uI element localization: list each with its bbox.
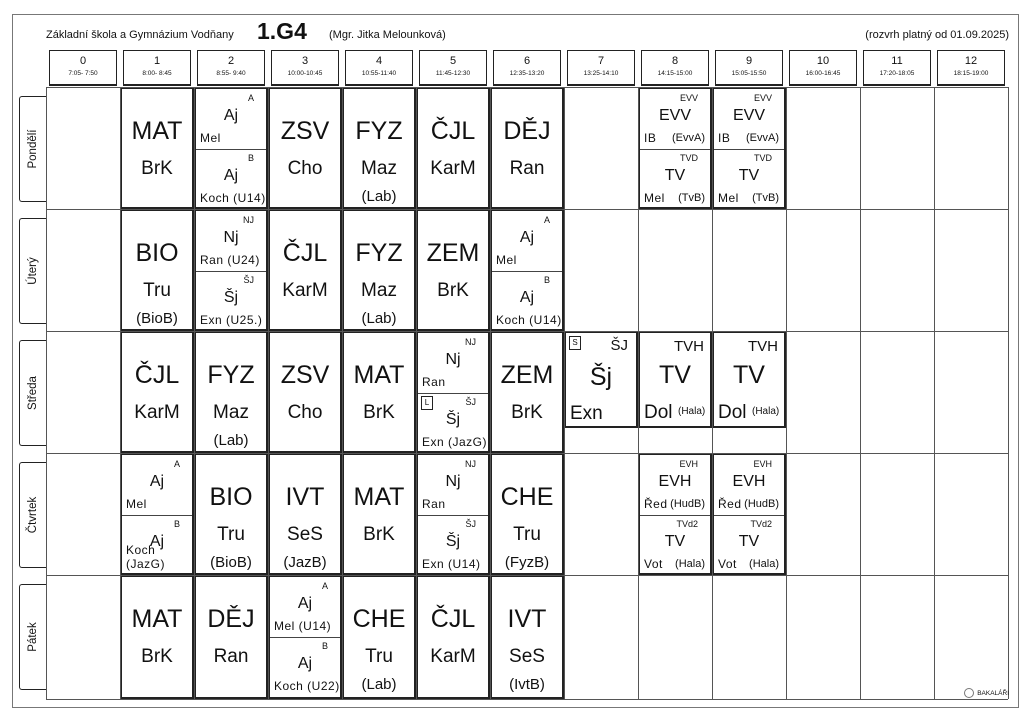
teacher: Vot	[718, 557, 737, 571]
lesson-cell-thu-p2[interactable]	[195, 454, 268, 575]
period-header-7	[567, 50, 635, 86]
teacher: Ran (U24)	[200, 253, 260, 267]
teacher: Ran	[213, 646, 249, 667]
period-number: 9	[745, 55, 753, 67]
split-lesson-top	[640, 89, 710, 150]
subject: MAT	[353, 483, 405, 511]
lesson-cell-fri-p1[interactable]	[121, 576, 194, 699]
period-number: 6	[523, 55, 531, 67]
teacher: Tru	[513, 524, 541, 545]
split-lesson-bottom	[640, 149, 710, 209]
period-time: 8:55- 9:40	[216, 70, 246, 77]
split-lesson-top	[418, 455, 488, 516]
period-header-3	[271, 50, 339, 86]
teacher: Řed	[718, 497, 742, 511]
lesson-cell-mon-p6[interactable]	[491, 88, 564, 209]
teacher: IB	[718, 131, 731, 145]
grid-column-line	[860, 87, 861, 699]
lesson-cell-thu-p9[interactable]	[713, 454, 786, 575]
teacher: KarM	[282, 280, 328, 301]
teacher: Cho	[287, 158, 323, 179]
split-lesson-bottom	[714, 149, 784, 209]
room: (Hala)	[675, 558, 705, 570]
subject: TV	[738, 167, 760, 184]
lesson-cell-fri-p5[interactable]	[417, 576, 490, 699]
lesson-cell-tue-p1[interactable]	[121, 210, 194, 331]
lesson-cell-thu-p8[interactable]	[639, 454, 712, 575]
lesson-cell-wed-p8[interactable]	[639, 332, 712, 428]
lesson-cell-mon-p9[interactable]	[713, 88, 786, 209]
group-name: A	[543, 215, 550, 225]
teacher: Exn (U25.)	[200, 313, 263, 327]
subject: Aj	[297, 595, 313, 612]
room: (Lab)	[361, 676, 397, 693]
group-name: A	[247, 93, 254, 103]
room: (TvB)	[752, 192, 779, 204]
teacher: Exn	[570, 403, 603, 424]
teacher: KarM	[430, 646, 476, 667]
teacher: BrK	[363, 524, 395, 545]
lesson-mark: L	[421, 396, 433, 410]
subject: EVH	[732, 473, 766, 490]
teacher: Řed	[644, 497, 668, 511]
period-time: 18:15-19:00	[953, 70, 989, 77]
group-name: TVD	[754, 153, 772, 163]
lesson-cell-wed-p9[interactable]	[713, 332, 786, 428]
teacher: Mel	[496, 253, 517, 267]
split-lesson-bottom	[492, 271, 562, 331]
period-number: 0	[79, 55, 87, 67]
day-name: Středa	[27, 376, 39, 410]
split-lesson-top	[640, 455, 710, 516]
subject: EVV	[658, 107, 691, 124]
teacher: Exn (JazG)	[422, 435, 488, 449]
group-name: EVV	[753, 93, 772, 103]
period-time: 17:20-18:05	[879, 70, 915, 77]
split-lesson-bottom	[418, 393, 488, 453]
day-name: Úterý	[27, 257, 39, 285]
room: (Lab)	[213, 432, 249, 449]
period-header-4	[345, 50, 413, 86]
lesson-cell-thu-p6[interactable]	[491, 454, 564, 575]
day-name: Pondělí	[27, 129, 39, 169]
split-lesson-bottom	[196, 271, 266, 331]
teacher: Maz	[361, 280, 397, 301]
teacher: Dol	[644, 402, 673, 423]
subject: Aj	[149, 473, 165, 490]
subject: BIO	[135, 239, 179, 267]
subject: DĚJ	[503, 117, 551, 145]
subject: ČJL	[282, 239, 328, 267]
period-number: 12	[964, 55, 978, 67]
teacher: KarM	[430, 158, 476, 179]
group-name: NJ	[465, 459, 476, 469]
grid-row-line	[46, 699, 1008, 700]
teacher: BrK	[511, 402, 543, 423]
lesson-cell-fri-p2[interactable]	[195, 576, 268, 699]
teacher: Maz	[213, 402, 249, 423]
lesson-cell-thu-p5[interactable]	[417, 454, 490, 575]
lesson-cell-wed-p5[interactable]	[417, 332, 490, 453]
bakalari-logo-icon	[964, 688, 974, 698]
subject: ČJL	[430, 605, 476, 633]
lesson-cell-fri-p3[interactable]	[269, 576, 342, 699]
split-lesson-top	[196, 89, 266, 150]
period-time: 11:45-12:30	[435, 70, 471, 77]
group-name: ŠJ	[465, 397, 476, 407]
lesson-cell-tue-p3[interactable]	[269, 210, 342, 331]
room: (HudB)	[670, 498, 705, 510]
split-lesson-top	[122, 455, 192, 516]
day-label-tue	[19, 218, 46, 324]
group-name: EVV	[679, 93, 698, 103]
lesson-cell-tue-p4[interactable]	[343, 210, 416, 331]
period-time: 14:15-15:00	[657, 70, 693, 77]
teacher: Koch (U14)	[496, 313, 562, 327]
subject: Šj	[445, 533, 461, 550]
teacher: Mel	[200, 131, 221, 145]
subject: MAT	[131, 605, 183, 633]
subject: Aj	[223, 107, 239, 124]
group-name: A	[173, 459, 180, 469]
subject: TV	[664, 533, 686, 550]
group-name: TVD	[680, 153, 698, 163]
period-number: 5	[449, 55, 457, 67]
room: (Hala)	[678, 406, 706, 417]
valid-from: (rozvrh platný od 01.09.2025)	[865, 29, 1009, 41]
subject: Šj	[589, 363, 613, 391]
split-lesson-top	[714, 89, 784, 150]
room: (JazB)	[283, 554, 327, 571]
group-name: B	[247, 153, 254, 163]
subject: FYZ	[207, 361, 255, 389]
room: (Lab)	[361, 310, 397, 327]
group-name: TVd2	[750, 519, 772, 529]
teacher: Tru	[217, 524, 245, 545]
logo-text: BAKALÁŘI	[977, 689, 1009, 697]
room: (TvB)	[678, 192, 705, 204]
group-name: EVH	[679, 459, 698, 469]
teacher: Mel (U14)	[274, 619, 332, 633]
lesson-cell-thu-p1[interactable]	[121, 454, 194, 575]
period-time: 8:00- 8:45	[142, 70, 172, 77]
teacher: BrK	[141, 158, 173, 179]
lesson-cell-mon-p2[interactable]	[195, 88, 268, 209]
subject: MAT	[131, 117, 183, 145]
teacher: Exn (U14)	[422, 557, 481, 571]
lesson-cell-wed-p2[interactable]	[195, 332, 268, 453]
split-lesson-bottom	[122, 515, 192, 575]
split-lesson-top	[492, 211, 562, 272]
grid-column-line	[1008, 87, 1009, 699]
lesson-cell-wed-p7[interactable]	[565, 332, 638, 428]
period-time: 16:00-16:45	[805, 70, 841, 77]
group-name: TVH	[748, 338, 778, 355]
subject: MAT	[353, 361, 405, 389]
subject: Aj	[149, 533, 165, 550]
lesson-mark: S	[569, 336, 581, 350]
period-time: 7:05- 7:50	[68, 70, 98, 77]
period-header-2	[197, 50, 265, 86]
period-time: 10:00-10:45	[287, 70, 323, 77]
lesson-cell-thu-p4[interactable]	[343, 454, 416, 575]
split-lesson-bottom	[418, 515, 488, 575]
teacher: Koch (U14)	[200, 191, 266, 205]
teacher: Mel	[644, 191, 665, 205]
split-lesson-bottom	[714, 515, 784, 575]
period-number: 11	[891, 55, 903, 67]
subject: TV	[664, 167, 686, 184]
class-teacher: (Mgr. Jitka Melounková)	[329, 29, 446, 41]
grid-column-line	[934, 87, 935, 699]
room: (BioB)	[136, 310, 178, 327]
split-lesson-top	[270, 577, 340, 638]
teacher: Koch (JazG)	[126, 543, 165, 571]
subject: ČJL	[134, 361, 180, 389]
group-name: A	[321, 581, 328, 591]
subject: EVV	[732, 107, 765, 124]
day-name: Čtvrtek	[27, 496, 39, 534]
subject: TV	[733, 361, 765, 389]
teacher: BrK	[437, 280, 469, 301]
period-header-12	[937, 50, 1005, 86]
day-name: Pátek	[27, 622, 39, 652]
teacher: Mel	[126, 497, 147, 511]
day-label-wed	[19, 340, 46, 446]
lesson-cell-wed-p1[interactable]	[121, 332, 194, 453]
school-name: Základní škola a Gymnázium Vodňany	[46, 29, 234, 41]
period-header-1	[123, 50, 191, 86]
teacher: Ran	[422, 497, 446, 511]
subject: ČJL	[430, 117, 476, 145]
subject: ZSV	[280, 361, 330, 389]
subject: Nj	[445, 473, 461, 490]
subject: BIO	[209, 483, 253, 511]
period-number: 7	[597, 55, 605, 67]
group-name: ŠJ	[243, 275, 254, 285]
lesson-cell-mon-p4[interactable]	[343, 88, 416, 209]
lesson-cell-mon-p1[interactable]	[121, 88, 194, 209]
room: (BioB)	[210, 554, 252, 571]
subject: Nj	[445, 351, 461, 368]
lesson-cell-fri-p4[interactable]	[343, 576, 416, 699]
lesson-cell-mon-p5[interactable]	[417, 88, 490, 209]
teacher: Ran	[509, 158, 545, 179]
group-name: NJ	[465, 337, 476, 347]
subject: ZEM	[426, 239, 480, 267]
period-header-10	[789, 50, 857, 86]
lesson-cell-thu-p3[interactable]	[269, 454, 342, 575]
subject: IVT	[285, 483, 325, 511]
room: (Lab)	[361, 188, 397, 205]
split-lesson-bottom	[640, 515, 710, 575]
split-lesson-bottom	[270, 637, 340, 697]
group-name: NJ	[243, 215, 254, 225]
room: (FyzB)	[504, 554, 550, 571]
subject: Nj	[223, 229, 239, 246]
day-label-thu	[19, 462, 46, 568]
lesson-cell-wed-p3[interactable]	[269, 332, 342, 453]
period-time: 13:25-14:10	[583, 70, 619, 77]
subject: Šj	[223, 289, 239, 306]
room: (Hala)	[752, 406, 780, 417]
period-number: 10	[816, 55, 830, 67]
bakalari-logo	[964, 688, 1009, 698]
subject: ZEM	[500, 361, 554, 389]
group-name: ŠJ	[610, 337, 628, 354]
grid-column-line	[786, 87, 787, 699]
split-lesson-top	[196, 211, 266, 272]
room: (EvvA)	[746, 132, 779, 144]
split-lesson-top	[714, 455, 784, 516]
teacher: Tru	[365, 646, 393, 667]
period-header-11	[863, 50, 931, 86]
day-label-fri	[19, 584, 46, 690]
subject: FYZ	[355, 117, 403, 145]
subject: CHE	[352, 605, 406, 633]
subject: Aj	[223, 167, 239, 184]
room: (EvvA)	[672, 132, 705, 144]
teacher: Cho	[287, 402, 323, 423]
period-header-9	[715, 50, 783, 86]
teacher: SeS	[509, 646, 545, 667]
period-time: 10:55-11:40	[361, 70, 397, 77]
teacher: Tru	[143, 280, 171, 301]
subject: CHE	[500, 483, 554, 511]
lesson-cell-fri-p6[interactable]	[491, 576, 564, 699]
period-number: 3	[301, 55, 309, 67]
teacher: Maz	[361, 158, 397, 179]
period-time: 12:35-13:20	[509, 70, 545, 77]
subject: DĚJ	[207, 605, 255, 633]
period-number: 8	[671, 55, 679, 67]
period-header-8	[641, 50, 709, 86]
group-name: B	[543, 275, 550, 285]
group-name: ŠJ	[465, 519, 476, 529]
lesson-cell-tue-p2[interactable]	[195, 210, 268, 331]
split-lesson-top	[418, 333, 488, 394]
subject: Aj	[297, 655, 313, 672]
subject: Aj	[519, 289, 535, 306]
grid-column-line	[46, 87, 47, 699]
group-name: B	[321, 641, 328, 651]
subject: TV	[738, 533, 760, 550]
lesson-cell-mon-p8[interactable]	[639, 88, 712, 209]
lesson-cell-wed-p4[interactable]	[343, 332, 416, 453]
subject: ZSV	[280, 117, 330, 145]
period-header-6	[493, 50, 561, 86]
teacher: Dol	[718, 402, 747, 423]
lesson-cell-wed-p6[interactable]	[491, 332, 564, 453]
teacher: Ran	[422, 375, 446, 389]
split-lesson-bottom	[196, 149, 266, 209]
period-number: 1	[153, 55, 161, 67]
room: (HudB)	[744, 498, 779, 510]
subject: FYZ	[355, 239, 403, 267]
period-number: 2	[227, 55, 235, 67]
group-name: EVH	[753, 459, 772, 469]
room: (Hala)	[749, 558, 779, 570]
teacher: Vot	[644, 557, 663, 571]
group-name: TVd2	[676, 519, 698, 529]
period-number: 4	[375, 55, 383, 67]
lesson-cell-tue-p6[interactable]	[491, 210, 564, 331]
room: (IvtB)	[509, 676, 545, 693]
lesson-cell-tue-p5[interactable]	[417, 210, 490, 331]
teacher: KarM	[134, 402, 180, 423]
subject: Aj	[519, 229, 535, 246]
group-name: B	[173, 519, 180, 529]
class-name: 1.G4	[257, 18, 307, 44]
subject: Šj	[445, 411, 461, 428]
period-header-0	[49, 50, 117, 86]
day-label-mon	[19, 96, 46, 202]
period-time: 15:05-15:50	[731, 70, 767, 77]
subject: TV	[659, 361, 691, 389]
teacher: BrK	[141, 646, 173, 667]
lesson-cell-mon-p3[interactable]	[269, 88, 342, 209]
teacher: Koch (U22)	[274, 679, 340, 693]
teacher: SeS	[287, 524, 323, 545]
teacher: IB	[644, 131, 657, 145]
group-name: TVH	[674, 338, 704, 355]
subject: IVT	[507, 605, 547, 633]
teacher: Mel	[718, 191, 739, 205]
teacher: BrK	[363, 402, 395, 423]
period-header-5	[419, 50, 487, 86]
subject: EVH	[658, 473, 692, 490]
